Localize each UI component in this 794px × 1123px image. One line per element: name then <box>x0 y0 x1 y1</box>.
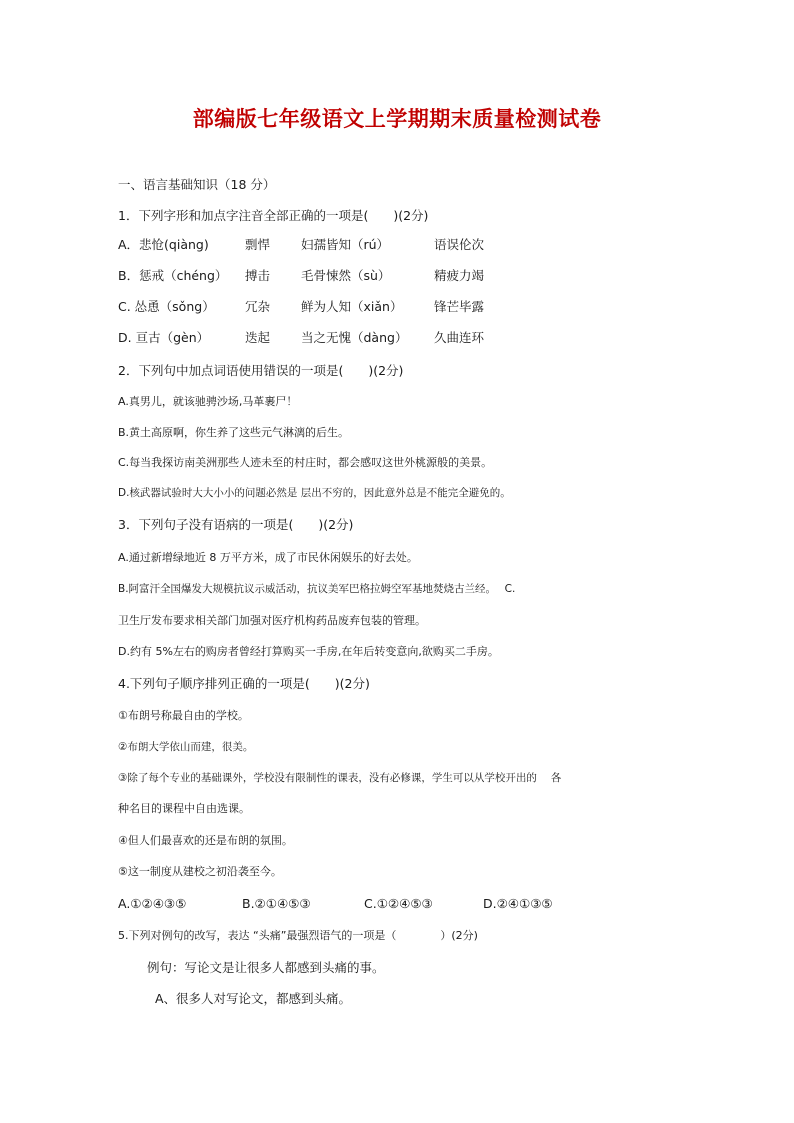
section-heading: 一、语言基础知识（18 分） <box>118 177 276 192</box>
q1-b-col1: B．惩戒（chéng） <box>118 268 228 283</box>
q4-sentence-3-cont: 种名目的课程中自由选课。 <box>118 802 250 815</box>
q1-b-col4: 精疲力竭 <box>434 268 485 283</box>
q1-c-col4: 锋芒毕露 <box>434 299 485 314</box>
q1-d-col1: D. 亘古（gèn） <box>118 330 210 345</box>
q1-c-col3: 鲜为人知（xiǎn） <box>301 299 403 314</box>
q4-sentence-1: ①布朗号称最自由的学校。 <box>118 709 249 722</box>
q3-option-c: 卫生厅发布要求相关部门加强对医疗机构药品废弃包装的管理。 <box>118 614 426 627</box>
q1-a-col2: 剽悍 <box>245 237 271 252</box>
q1-d-col4: 久曲连环 <box>434 330 485 345</box>
q1-a-col3: 妇孺皆知（rú） <box>301 237 390 252</box>
q4-option-d: D.②④①③⑤ <box>483 896 553 911</box>
q5-stem: 5.下列对例句的改写，表达 “头痛”最强烈语气的一项是（ ）(2分) <box>118 929 478 942</box>
q4-option-a: A.①②④③⑤ <box>118 896 187 911</box>
q4-sentence-2: ②布朗大学依山而建，很美。 <box>118 741 254 753</box>
q2-stem: 2．下列句中加点词语使用错误的一项是( )(2分) <box>118 363 404 378</box>
q1-d-col2: 迭起 <box>245 330 271 345</box>
q1-d-col3: 当之无愧（dàng） <box>301 330 408 345</box>
q2-option-d: D.核武器试验时大大小小的问题必然是 层出不穷的，因此意外总是不能完全避免的。 <box>118 487 511 499</box>
q4-stem: 4.下列句子顺序排列正确的一项是( )(2分) <box>118 676 370 691</box>
q3-option-d: D.约有 5%左右的购房者曾经打算购买一手房,在年后转变意向,欲购买二手房。 <box>118 645 499 658</box>
q3-option-b: B.阿富汗全国爆发大规模抗议示威活动，抗议美军巴格拉姆空军基地焚烧古兰经。 C. <box>118 583 516 595</box>
q1-b-col3: 毛骨悚然（sù） <box>301 268 391 283</box>
q1-c-col2: 冗杂 <box>245 299 271 314</box>
q5-option-a: A、很多人对写论文，都感到头痛。 <box>155 991 352 1006</box>
q5-example: 例句：写论文是让很多人都感到头痛的事。 <box>147 960 385 975</box>
q4-sentence-5: ⑤这一制度从建校之初沿袭至今。 <box>118 865 282 878</box>
q4-sentence-4: ④但人们最喜欢的还是布朗的氛围。 <box>118 834 293 847</box>
q2-option-c: C.每当我探访南美洲那些人迹未至的村庄时，都会感叹这世外桃源般的美景。 <box>118 456 493 469</box>
q1-c-col1: C. 怂恿（sǒng） <box>118 299 215 314</box>
q4-sentence-3: ③除了每个专业的基础课外，学校没有限制性的课表，没有必修课，学生可以从学校开出的 各 <box>118 772 562 784</box>
q1-stem: 1．下列字形和加点字注音全部正确的一项是( )(2分) <box>118 208 429 223</box>
q1-a-col1: A．悲怆(qiàng) <box>118 237 209 252</box>
q2-option-b: B.黄土高原啊，你生养了这些元气淋漓的后生。 <box>118 426 350 439</box>
q4-option-b: B.②①④⑤③ <box>242 896 311 911</box>
page-title: 部编版七年级语文上学期期末质量检测试卷 <box>192 106 602 131</box>
q3-stem: 3．下列句子没有语病的一项是( )(2分) <box>118 517 354 532</box>
q4-option-c: C.①②④⑤③ <box>364 896 433 911</box>
q1-b-col2: 搏击 <box>245 268 271 283</box>
q3-option-a: A.通过新增绿地近 8 万平方米，成了市民休闲娱乐的好去处。 <box>118 551 418 564</box>
q2-option-a: A.真男儿，就该驰骋沙场,马革裹尸！ <box>118 395 298 408</box>
q1-a-col4: 语误伦次 <box>434 237 485 252</box>
